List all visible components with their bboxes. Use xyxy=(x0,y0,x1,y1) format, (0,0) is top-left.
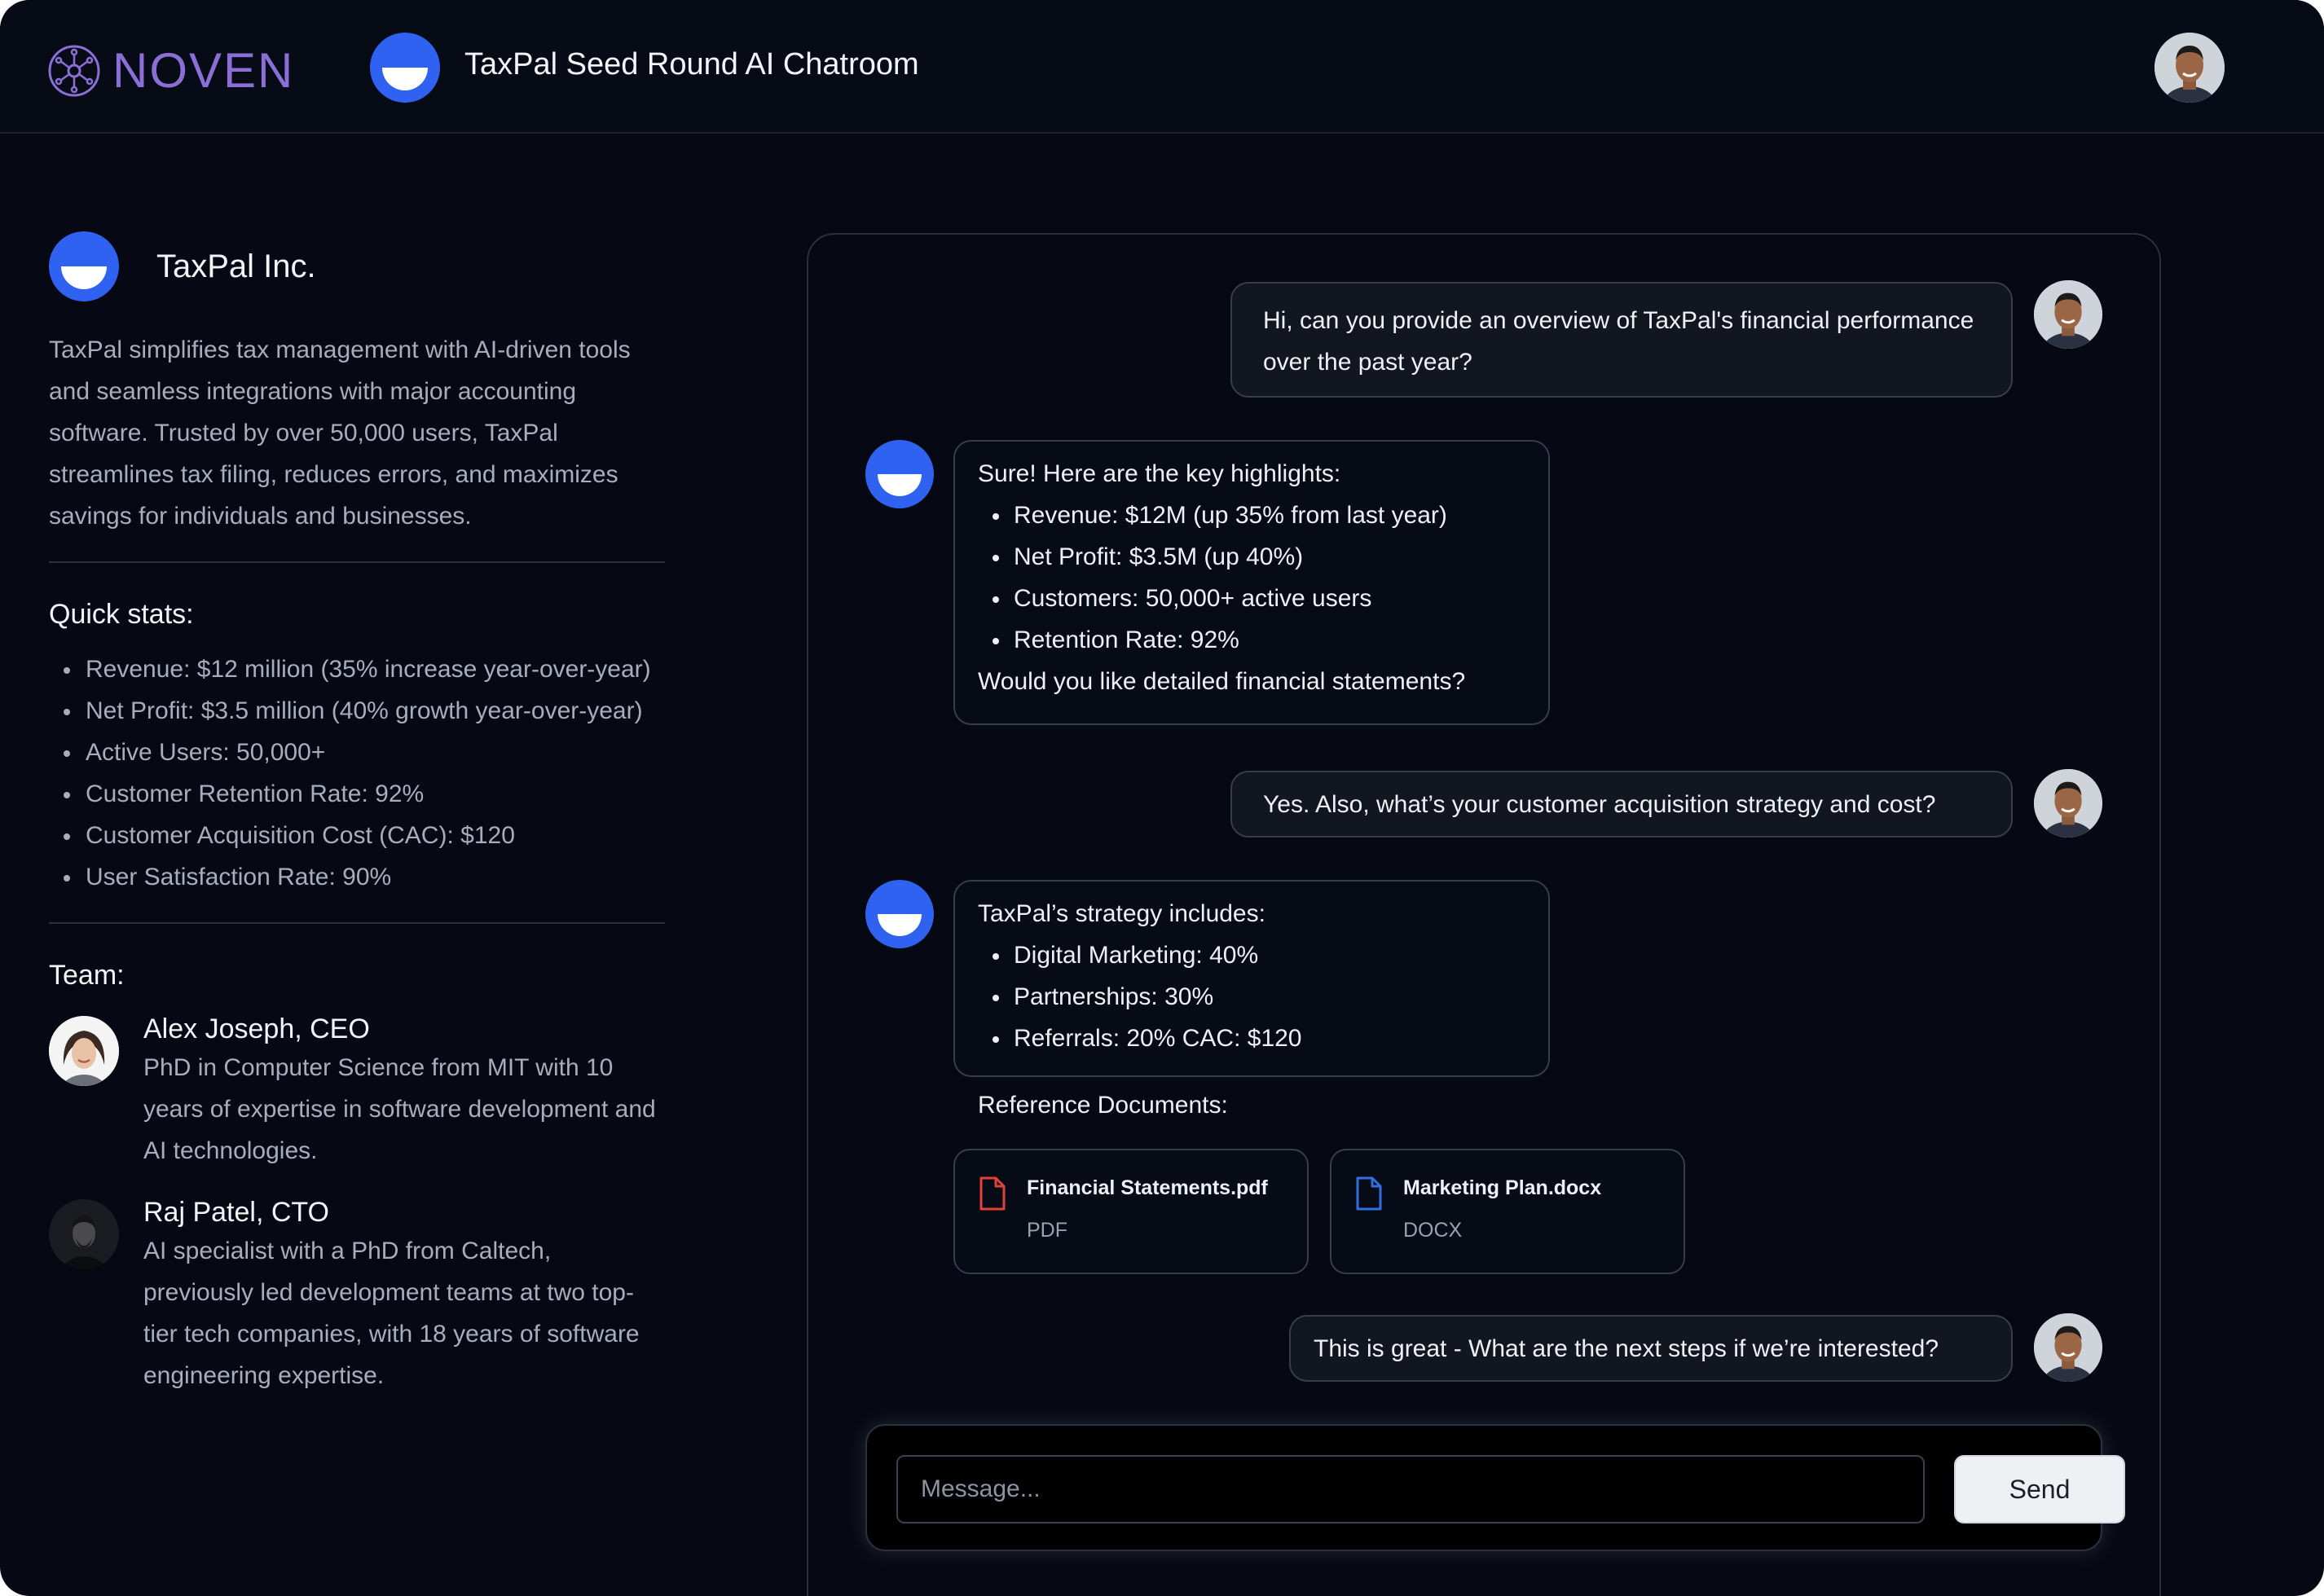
stat-item: Revenue: $12 million (35% increase year-over-year) xyxy=(49,649,665,690)
network-logo-icon xyxy=(47,44,101,98)
document-type: PDF xyxy=(1027,1219,1067,1242)
team-member xyxy=(49,1194,665,1396)
member-name: Alex Joseph, CEO xyxy=(143,1013,370,1044)
user-avatar xyxy=(2034,280,2102,349)
team-member xyxy=(49,1011,665,1172)
message-bullet: Customers: 50,000+ active users xyxy=(978,578,1525,619)
team-list xyxy=(49,1011,665,1396)
divider xyxy=(49,922,665,924)
ai-message-bubble xyxy=(953,880,1550,1077)
user-avatar xyxy=(2034,769,2102,838)
stat-item: Customer Retention Rate: 92% xyxy=(49,773,665,815)
member-name: Raj Patel, CTO xyxy=(143,1197,330,1228)
stat-item: Customer Acquisition Cost (CAC): $120 xyxy=(49,815,665,856)
logo-wordmark: NOVEN xyxy=(112,43,295,98)
user-message-bubble xyxy=(1289,1315,2013,1382)
document-type: DOCX xyxy=(1403,1219,1463,1242)
top-bar xyxy=(0,0,2324,134)
document-card-marketing-plan[interactable] xyxy=(1330,1149,1685,1274)
message-text: Yes. Also, what’s your customer acquisition strategy and cost? xyxy=(1263,791,1936,818)
user-avatar xyxy=(2034,1313,2102,1382)
document-name: Marketing Plan.docx xyxy=(1403,1176,1602,1199)
message-bullet: Net Profit: $3.5M (up 40%) xyxy=(978,536,1525,578)
team-title: Team: xyxy=(49,960,125,991)
member-avatar xyxy=(49,1199,119,1269)
pdf-file-icon xyxy=(978,1176,1007,1211)
member-bio: AI specialist with a PhD from Caltech, previously led development teams at two top-tier tech companies, with 18 years of software engineering expertise. xyxy=(143,1238,640,1389)
member-bio: PhD in Computer Science from MIT with 10 years of expertise in software development and AI technologies. xyxy=(143,1054,656,1164)
message-intro: TaxPal’s strategy includes: xyxy=(978,900,1265,927)
message-bullet: Partnerships: 30% xyxy=(978,976,1525,1018)
divider xyxy=(49,561,665,563)
reference-documents-label: Reference Documents: xyxy=(978,1092,1228,1119)
stat-item: Active Users: 50,000+ xyxy=(49,732,665,773)
docx-file-icon xyxy=(1354,1176,1384,1211)
send-button[interactable]: Send xyxy=(1954,1455,2125,1523)
message-bullet: Referrals: 20% CAC: $120 xyxy=(978,1018,1525,1059)
ai-avatar xyxy=(865,880,934,948)
message-text: Hi, can you provide an overview of TaxPal's financial performance over the past year? xyxy=(1263,307,1974,376)
company-description: TaxPal simplifies tax management with AI-driven tools and seamless integrations with major accounting software. Trusted by over 50,000 users, TaxPal streamlines tax filing, reduces errors, and maximizes savings for individuals and businesses. xyxy=(49,336,631,530)
company-name: TaxPal Inc. xyxy=(156,248,316,284)
user-profile-avatar[interactable] xyxy=(2155,33,2225,103)
stat-item: Net Profit: $3.5 million (40% growth year-over-year) xyxy=(49,690,665,732)
noven-logo[interactable] xyxy=(47,42,294,99)
message-bullet: Revenue: $12M (up 35% from last year) xyxy=(978,495,1525,536)
message-composer xyxy=(865,1424,2102,1551)
quick-stats-title: Quick stats: xyxy=(49,599,194,630)
user-message-bubble xyxy=(1230,282,2013,398)
ai-avatar xyxy=(865,440,934,508)
message-outro: Would you like detailed financial statements? xyxy=(978,668,1466,695)
company-logo-avatar xyxy=(49,231,119,301)
user-message-bubble xyxy=(1230,771,2013,838)
message-bullet: Digital Marketing: 40% xyxy=(978,934,1525,976)
document-name: Financial Statements.pdf xyxy=(1027,1176,1268,1199)
chatroom-title: TaxPal Seed Round AI Chatroom xyxy=(464,47,919,81)
message-bullet: Retention Rate: 92% xyxy=(978,619,1525,661)
ai-message-bubble xyxy=(953,440,1550,725)
company-sidebar xyxy=(49,231,665,1396)
stat-item: User Satisfaction Rate: 90% xyxy=(49,856,665,898)
message-input[interactable] xyxy=(896,1455,1925,1523)
message-intro: Sure! Here are the key highlights: xyxy=(978,460,1341,487)
message-text: This is great - What are the next steps if we’re interested? xyxy=(1314,1335,1939,1362)
document-card-financial-statements[interactable] xyxy=(953,1149,1309,1274)
quick-stats-list xyxy=(49,649,665,898)
taxpal-avatar xyxy=(370,33,440,103)
member-avatar xyxy=(49,1016,119,1086)
